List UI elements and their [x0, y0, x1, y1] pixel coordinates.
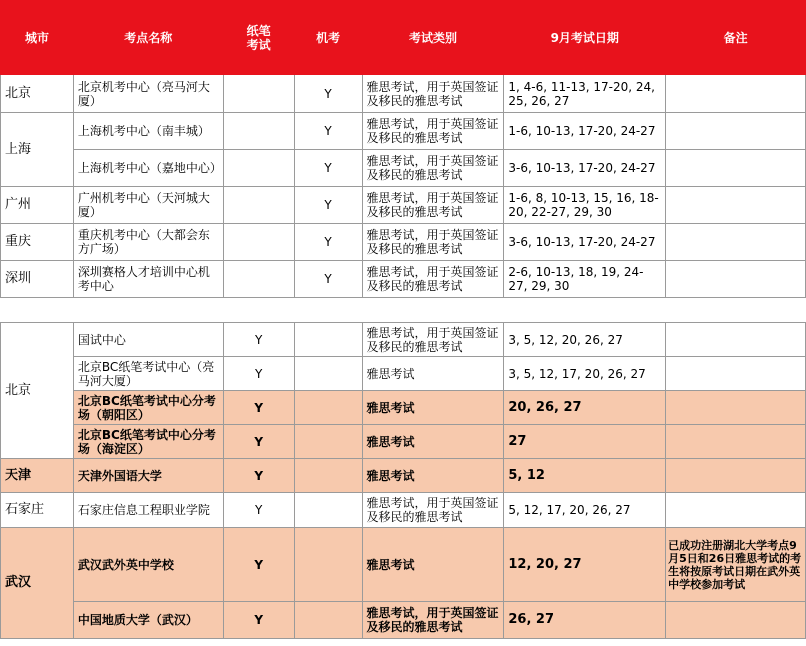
computer-test-cell	[294, 528, 362, 602]
computer-test-cell: Y	[294, 224, 362, 261]
test-center-cell: 中国地质大学（武汉）	[73, 602, 223, 639]
paper-test-cell: Y	[223, 459, 294, 493]
test-dates-cell: 20, 26, 27	[504, 391, 666, 425]
note-cell	[666, 323, 806, 357]
test-dates-cell: 2-6, 10-13, 18, 19, 24-27, 29, 30	[504, 261, 666, 298]
test-center-cell: 上海机考中心（嘉地中心）	[73, 150, 223, 187]
table-row	[1, 75, 806, 113]
test-dates-cell: 12, 20, 27	[504, 528, 666, 602]
test-dates-cell: 3, 5, 12, 17, 20, 26, 27	[504, 357, 666, 391]
city-cell: 广州	[1, 187, 74, 224]
test-center-cell: 重庆机考中心（大都会东方广场）	[73, 224, 223, 261]
paper-test-table	[0, 322, 806, 639]
test-category-cell: 雅思考试，用于英国签证及移民的雅思考试	[362, 261, 504, 298]
computer-test-cell: Y	[294, 187, 362, 224]
note-cell	[666, 602, 806, 639]
test-center-cell: 广州机考中心（天河城大厦）	[73, 187, 223, 224]
test-center-cell: 武汉武外英中学校	[73, 528, 223, 602]
test-category-cell: 雅思考试	[362, 459, 504, 493]
computer-test-cell: Y	[294, 261, 362, 298]
paper-test-cell: Y	[223, 391, 294, 425]
city-cell: 重庆	[1, 224, 74, 261]
table-row	[1, 224, 806, 261]
city-cell: 北京	[1, 323, 74, 459]
test-category-cell: 雅思考试，用于英国签证及移民的雅思考试	[362, 323, 504, 357]
table-row	[1, 261, 806, 298]
computer-test-cell	[294, 493, 362, 528]
note-cell	[666, 187, 806, 224]
header-category: 考试类别	[362, 1, 504, 75]
table-header-row	[1, 1, 806, 75]
test-category-cell: 雅思考试，用于英国签证及移民的雅思考试	[362, 224, 504, 261]
computer-test-cell	[294, 323, 362, 357]
city-cell: 上海	[1, 113, 74, 187]
test-dates-cell: 5, 12, 17, 20, 26, 27	[504, 493, 666, 528]
city-cell: 北京	[1, 75, 74, 113]
test-category-cell: 雅思考试，用于英国签证及移民的雅思考试	[362, 75, 504, 113]
test-dates-cell: 1-6, 10-13, 17-20, 24-27	[504, 113, 666, 150]
computer-test-table	[0, 0, 806, 298]
paper-test-cell	[223, 224, 294, 261]
note-cell	[666, 75, 806, 113]
test-category-cell: 雅思考试	[362, 425, 504, 459]
computer-test-cell	[294, 391, 362, 425]
test-category-cell: 雅思考试，用于英国签证及移民的雅思考试	[362, 493, 504, 528]
test-dates-cell: 1, 4-6, 11-13, 17-20, 24, 25, 26, 27	[504, 75, 666, 113]
table-row	[1, 425, 806, 459]
table-row	[1, 187, 806, 224]
test-category-cell: 雅思考试	[362, 528, 504, 602]
table-row	[1, 150, 806, 187]
note-cell	[666, 459, 806, 493]
table-row	[1, 113, 806, 150]
table-row	[1, 323, 806, 357]
note-cell	[666, 425, 806, 459]
header-computer: 机考	[294, 1, 362, 75]
note-cell	[666, 493, 806, 528]
test-category-cell: 雅思考试，用于英国签证及移民的雅思考试	[362, 113, 504, 150]
test-dates-cell: 27	[504, 425, 666, 459]
paper-test-cell: Y	[223, 425, 294, 459]
test-center-cell: 北京BC纸笔考试中心分考场（海淀区）	[73, 425, 223, 459]
header-paper	[223, 1, 294, 75]
computer-test-cell	[294, 357, 362, 391]
note-cell	[666, 150, 806, 187]
test-category-cell: 雅思考试，用于英国签证及移民的雅思考试	[362, 602, 504, 639]
paper-test-cell: Y	[223, 493, 294, 528]
city-cell: 武汉	[1, 528, 74, 639]
header-center: 考点名称	[73, 1, 223, 75]
paper-test-cell: Y	[223, 357, 294, 391]
computer-test-cell: Y	[294, 113, 362, 150]
note-cell	[666, 224, 806, 261]
computer-test-cell: Y	[294, 150, 362, 187]
city-cell: 石家庄	[1, 493, 74, 528]
test-center-cell: 国试中心	[73, 323, 223, 357]
paper-test-cell	[223, 150, 294, 187]
paper-test-cell	[223, 261, 294, 298]
test-center-cell: 深圳赛格人才培训中心机考中心	[73, 261, 223, 298]
test-dates-cell: 1-6, 8, 10-13, 15, 16, 18-20, 22-27, 29, 30	[504, 187, 666, 224]
computer-test-cell	[294, 459, 362, 493]
header-city: 城市	[1, 1, 74, 75]
test-dates-cell: 3, 5, 12, 20, 26, 27	[504, 323, 666, 357]
note-cell	[666, 391, 806, 425]
computer-test-cell	[294, 425, 362, 459]
test-category-cell: 雅思考试	[362, 357, 504, 391]
test-center-cell: 北京机考中心（亮马河大厦）	[73, 75, 223, 113]
paper-test-cell: Y	[223, 528, 294, 602]
test-dates-cell: 3-6, 10-13, 17-20, 24-27	[504, 150, 666, 187]
computer-test-cell	[294, 602, 362, 639]
test-dates-cell: 5, 12	[504, 459, 666, 493]
table-row	[1, 602, 806, 639]
test-center-cell: 石家庄信息工程职业学院	[73, 493, 223, 528]
header-paper-label: 纸笔 考试	[246, 23, 271, 52]
note-cell	[666, 357, 806, 391]
paper-test-cell: Y	[223, 602, 294, 639]
table-row	[1, 528, 806, 602]
paper-test-cell: Y	[223, 323, 294, 357]
city-cell: 天津	[1, 459, 74, 493]
paper-test-cell	[223, 75, 294, 113]
paper-test-cell	[223, 113, 294, 150]
table-row	[1, 493, 806, 528]
test-category-cell: 雅思考试，用于英国签证及移民的雅思考试	[362, 150, 504, 187]
city-cell: 深圳	[1, 261, 74, 298]
paper-test-cell	[223, 187, 294, 224]
note-cell	[666, 113, 806, 150]
table-row	[1, 357, 806, 391]
test-category-cell: 雅思考试	[362, 391, 504, 425]
test-center-cell: 天津外国语大学	[73, 459, 223, 493]
note-cell: 已成功注册湖北大学考点9月5日和26日雅思考试的考生将按原考试日期在武外英中学校参加考试	[666, 528, 806, 602]
header-dates: 9月考试日期	[504, 1, 666, 75]
table-row	[1, 391, 806, 425]
header-note: 备注	[666, 1, 806, 75]
test-center-cell: 北京BC纸笔考试中心（亮马河大厦）	[73, 357, 223, 391]
test-dates-cell: 26, 27	[504, 602, 666, 639]
test-center-cell: 北京BC纸笔考试中心分考场（朝阳区）	[73, 391, 223, 425]
test-dates-cell: 3-6, 10-13, 17-20, 24-27	[504, 224, 666, 261]
table-row	[1, 459, 806, 493]
computer-test-cell: Y	[294, 75, 362, 113]
test-center-cell: 上海机考中心（南丰城）	[73, 113, 223, 150]
note-cell	[666, 261, 806, 298]
test-category-cell: 雅思考试，用于英国签证及移民的雅思考试	[362, 187, 504, 224]
